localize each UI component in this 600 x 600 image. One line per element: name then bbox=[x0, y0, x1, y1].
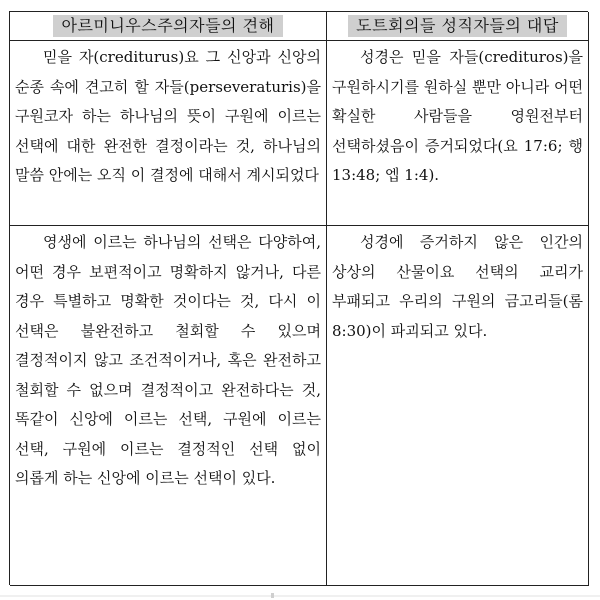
header-cell-dort bbox=[327, 12, 589, 41]
row2-arminian-cell bbox=[10, 226, 327, 586]
header-dort-answers: 도트회의들 성직자들의 대답 bbox=[348, 15, 567, 37]
row1-arminian-text: 믿을 자(crediturus)요 그 신앙과 신앙의 순종 속에 견고히 할 자들(perseveraturis)을 구원코자 하는 하나님의 뜻이 구원에 이르는 선택에 대한 완전한 결정이라는 것, 하나님의 말씀 안에는 오직 이 결정에 대해서 계시되었다 bbox=[15, 48, 321, 184]
page-bottom-edge bbox=[0, 591, 600, 600]
row2-dort-cell bbox=[327, 226, 589, 586]
row1-dort-cell bbox=[327, 41, 589, 226]
row1-arminian-cell bbox=[10, 41, 327, 226]
header-cell-arminian bbox=[10, 12, 327, 41]
row1-dort-text: 성경은 믿을 자들(credituros)을 구원하시기를 원하실 뿐만 아니라 어떤 확실한 사람들을 영원전부터 선택하셨음이 증거되었다(요 17:6; 행 13:48; 엡 1:4). bbox=[332, 48, 583, 184]
row2-dort-text: 성경에 증거하지 않은 인간의 상상의 산물이요 선택의 교리가 부패되고 우리의 구원의 금고리들(롬 8:30)이 파괴되고 있다. bbox=[332, 233, 583, 340]
header-arminian-views: 아르미니우스주의자들의 견해 bbox=[53, 15, 282, 37]
row2-arminian-text: 영생에 이르는 하나님의 선택은 다양하여, 어떤 경우 보편적이고 명확하지 않거나, 다른 경우 특별하고 명확한 것이다는 것, 다시 이 선택은 불완전하고 철회할 수 있으며 결정적이지 않고 조건적이거나, 혹은 완전하고 철회할 수 없으며 결정적이고 완전하다는 것, 똑같이 신앙에 이르는 선택, 구원에 이르는 선택, 구원에 이르는 결정적인 선택 없이 의롭게 하는 신앙에 이르는 선택이 있다. bbox=[15, 233, 321, 487]
comparison-table bbox=[9, 11, 588, 585]
